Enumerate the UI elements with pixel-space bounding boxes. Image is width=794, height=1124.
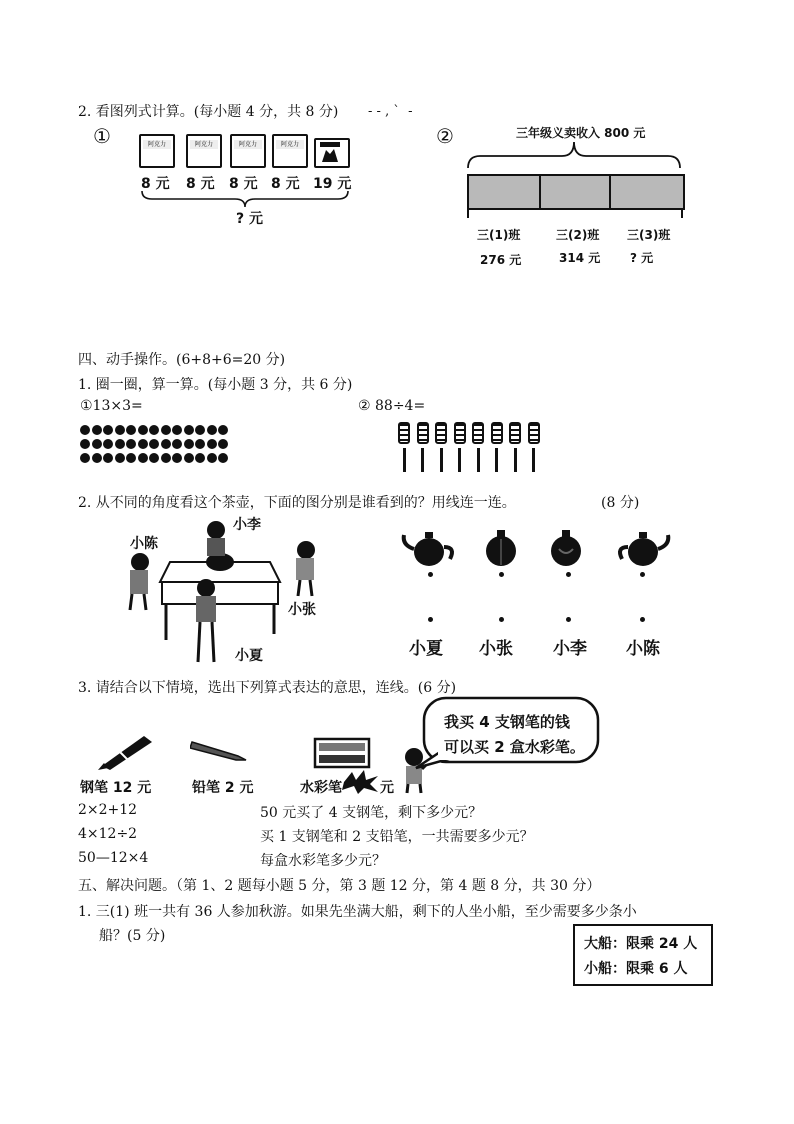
- counting-dot: [103, 425, 113, 435]
- ten-bundle-stick: [509, 422, 521, 472]
- counting-dot: [80, 453, 90, 463]
- counting-dot: [149, 439, 159, 449]
- teapot-back-view-icon: [545, 527, 587, 569]
- counting-dot: [126, 425, 136, 435]
- counting-dot: [161, 425, 171, 435]
- bottom-dot-4: [640, 617, 645, 622]
- counting-dot: [103, 439, 113, 449]
- dot-grid: [80, 425, 230, 465]
- counting-dot: [115, 439, 125, 449]
- q4-1a: ①13×3=: [80, 398, 143, 414]
- chocolate-1-icon: 阿克力: [139, 134, 175, 168]
- chocolate-4-icon: 阿克力: [272, 134, 308, 168]
- speech-line-1: 我买 4 支钢笔的钱: [444, 713, 570, 731]
- bottom-dot-1: [428, 617, 433, 622]
- q4-1b: ② 88÷4=: [358, 398, 426, 414]
- q5-1-line-1: 1. 三(1) 班一共有 36 人参加秋游。如果先坐满大船，剩下的人坐小船，至少需要多少条小: [78, 904, 637, 920]
- big-boat-capacity: 大船：限乘 24 人: [584, 936, 698, 952]
- counting-dot: [103, 453, 113, 463]
- bottom-dot-2: [499, 617, 504, 622]
- item-pencil-label: 铅笔 2 元: [192, 780, 254, 796]
- ten-bundle-stick: [398, 422, 410, 472]
- dash-marks: - - ‚ ` -: [368, 104, 413, 119]
- bar-divider-1: [539, 174, 541, 210]
- q4-2-points: (8 分): [601, 495, 640, 511]
- meaning-3: 每盒水彩笔多少元？: [260, 853, 386, 869]
- class-3-amount: ? 元: [630, 251, 654, 265]
- counting-dot: [92, 439, 102, 449]
- formula-1: 2×2+12: [78, 802, 138, 818]
- counting-dot: [195, 439, 205, 449]
- bar-title: 三年级义卖收入 800 元: [516, 126, 646, 140]
- counting-dot: [161, 453, 171, 463]
- price-2: 8 元: [186, 176, 215, 192]
- counting-dot: [218, 439, 228, 449]
- counting-dot: [184, 453, 194, 463]
- price-5: 19 元: [313, 176, 352, 192]
- class-1-label: 三(1)班: [477, 228, 521, 242]
- counting-dot: [126, 453, 136, 463]
- top-dot-1: [428, 572, 433, 577]
- bottom-name-xiaoli: 小李: [553, 639, 587, 659]
- counting-dot: [126, 439, 136, 449]
- bar-divider-2: [609, 174, 611, 210]
- teapot-front-view-icon: [480, 527, 522, 569]
- counting-dot: [184, 425, 194, 435]
- meaning-2: 买 1 支钢笔和 2 支铅笔，一共需要多少元？: [260, 829, 534, 845]
- top-dot-3: [566, 572, 571, 577]
- counting-dot: [115, 425, 125, 435]
- price-splat-icon: [340, 770, 380, 794]
- scene-name-xiaoxia: 小夏: [235, 648, 263, 664]
- speech-line-2: 可以买 2 盒水彩笔。: [444, 738, 585, 756]
- counting-dot: [218, 453, 228, 463]
- q4-2-title: 2. 从不同的角度看这个茶壶，下面的图分别是谁看到的？用线连一连。: [78, 495, 516, 511]
- top-dot-2: [499, 572, 504, 577]
- counting-dot: [207, 439, 217, 449]
- counting-dot: [172, 425, 182, 435]
- ten-bundle-stick: [417, 422, 429, 472]
- teapot-side-view-icon: [400, 527, 458, 569]
- scene-name-xiaozhang: 小张: [288, 602, 316, 618]
- chocolate-3-icon: 阿克力: [230, 134, 266, 168]
- class-1-amount: 276 元: [480, 253, 522, 267]
- teapot-other-side-view-icon: [614, 527, 672, 569]
- ten-bundle-stick: [454, 422, 466, 472]
- fountain-pen-icon: [96, 730, 156, 770]
- formula-3: 50—12×4: [78, 850, 149, 866]
- bar-tick-right: [681, 208, 683, 218]
- class-2-label: 三(2)班: [556, 228, 600, 242]
- bottom-name-xiaoxia: 小夏: [409, 639, 443, 659]
- top-dot-4: [640, 572, 645, 577]
- price-3: 8 元: [229, 176, 258, 192]
- watercolor-pen-box-icon: [311, 733, 373, 771]
- scene-name-xiaoli: 小李: [233, 517, 261, 533]
- brace-over-bar: [466, 140, 682, 170]
- q2-title: 2. 看图列式计算。(每小题 4 分，共 8 分): [78, 104, 339, 120]
- bottom-name-xiaochen: 小陈: [626, 639, 660, 659]
- counting-dot: [138, 453, 148, 463]
- price-4: 8 元: [271, 176, 300, 192]
- class-3-label: 三(3)班: [627, 228, 671, 242]
- counting-dot: [138, 425, 148, 435]
- pencil-icon: [190, 738, 248, 762]
- brace-under-items: [140, 189, 350, 209]
- price-1: 8 元: [141, 176, 170, 192]
- counting-dot: [195, 453, 205, 463]
- counting-dot: [207, 453, 217, 463]
- counting-dot: [115, 453, 125, 463]
- formula-2: 4×12÷2: [78, 826, 138, 842]
- counting-dot: [92, 453, 102, 463]
- mark-2: ②: [436, 124, 454, 148]
- meaning-1: 50 元买了 4 支钢笔，剩下多少元？: [260, 805, 483, 821]
- q4-3-title: 3. 请结合以下情境，选出下列算式表达的意思，连线。(6 分): [78, 680, 457, 696]
- ten-bundle-stick: [435, 422, 447, 472]
- speech-bubble-shape: [410, 692, 602, 772]
- ten-bundle-stick: [472, 422, 484, 472]
- counting-dot: [149, 425, 159, 435]
- counting-dot: [161, 439, 171, 449]
- counting-dot: [218, 425, 228, 435]
- bottom-dot-3: [566, 617, 571, 622]
- ten-bundle-stick: [528, 422, 540, 472]
- scene-name-xiaochen: 小陈: [130, 536, 158, 552]
- class-2-amount: 314 元: [559, 251, 601, 265]
- ten-bundle-stick: [491, 422, 503, 472]
- counting-dot: [92, 425, 102, 435]
- counting-dot: [149, 453, 159, 463]
- counting-dot: [184, 439, 194, 449]
- counting-dot: [172, 439, 182, 449]
- gift-box-icon: [314, 138, 350, 168]
- section-4-title: 四、动手操作。(6+8+6=20 分): [78, 352, 286, 368]
- segment-bar: [467, 174, 685, 210]
- counting-dot: [172, 453, 182, 463]
- item-watercolor-unit: 元: [380, 780, 394, 796]
- q4-1-title: 1. 圈一圈，算一算。(每小题 3 分，共 6 分): [78, 377, 353, 393]
- counting-dot: [80, 439, 90, 449]
- bar-tick-left: [467, 208, 469, 218]
- mark-1: ①: [93, 124, 111, 148]
- total-label: ? 元: [236, 211, 263, 227]
- counting-dot: [195, 425, 205, 435]
- item-pen-label: 钢笔 12 元: [80, 780, 152, 796]
- counting-dot: [138, 439, 148, 449]
- chocolate-2-icon: 阿克力: [186, 134, 222, 168]
- small-boat-capacity: 小船：限乘 6 人: [584, 961, 688, 977]
- section-5-title: 五、解决问题。（第 1、2 题每小题 5 分，第 3 题 12 分，第 4 题 8 分，共 30 分）: [78, 878, 601, 894]
- q5-1-line-2: 船？(5 分): [99, 928, 166, 944]
- bottom-name-xiaozhang: 小张: [479, 639, 513, 659]
- item-watercolor-label: 水彩笔: [300, 780, 342, 796]
- counting-dot: [207, 425, 217, 435]
- counting-dot: [80, 425, 90, 435]
